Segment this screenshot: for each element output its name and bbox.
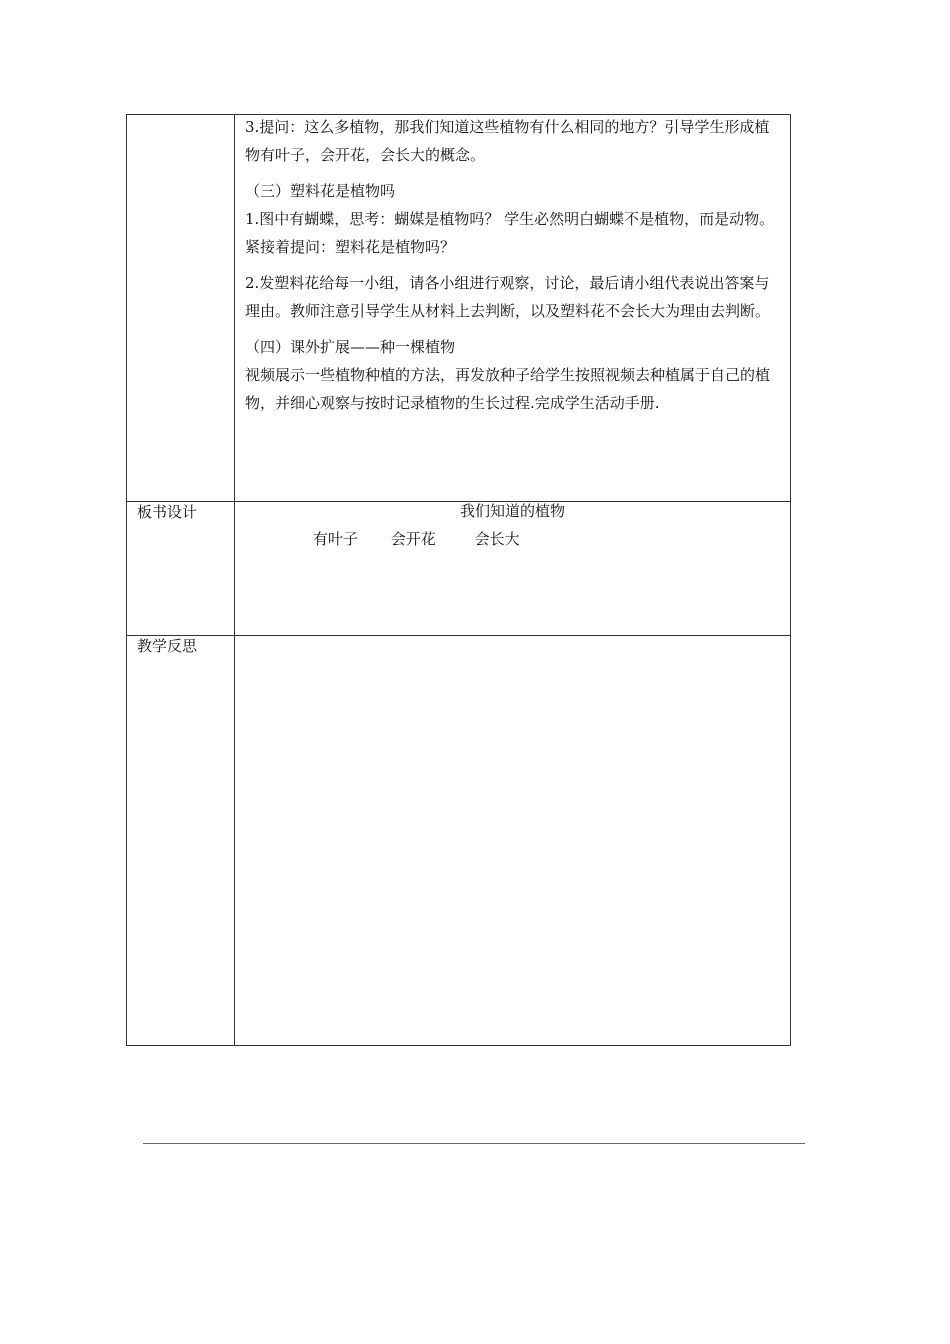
board-item-grows: 会长大 [474, 530, 520, 548]
procedure-row [127, 115, 791, 502]
section-4-body: 视频展示一些植物种植的方法，再发放种子给学生按照视频去种植属于自己的植物，并细心观察与按时记录植物的生长过程.完成学生活动手册. [245, 366, 771, 412]
section-3-step-1: 1.图中有蝴蝶，思考：蝴媒是植物吗？ 学生必然明白蝴蝶不是植物，而是动物。紧接着提问：塑料花是植物吗？ [245, 210, 775, 256]
board-title: 我们知道的植物 [459, 502, 565, 520]
board-items [245, 528, 780, 550]
procedure-label-cell [127, 115, 235, 502]
reflection-row [127, 636, 791, 1046]
reflection-label: 教学反思 [137, 637, 198, 655]
procedure-content-cell [235, 115, 791, 502]
section-3-step-2: 2.发塑料花给每一小组，请各小组进行观察，讨论，最后请小组代表说出答案与理由。教师注意引导学生从材料上去判断，以及塑料花不会长大为理由去判断。 [245, 274, 771, 320]
step-3-paragraph: 3.提问：这么多植物，那我们知道这些植物有什么相同的地方？引导学生形成植物有叶子，会开花，会长大的概念。 [245, 118, 770, 164]
board-item-leaves: 有叶子 [313, 530, 359, 548]
lesson-plan-table [126, 114, 791, 1046]
section-3-heading: （三）塑料花是植物吗 [245, 182, 396, 200]
board-design-label: 板书设计 [137, 503, 198, 521]
board-design-label-cell [127, 502, 235, 636]
procedure-label [127, 115, 234, 116]
section-4-heading: （四）课外扩展——种一棵植物 [245, 338, 456, 356]
reflection-content-cell [235, 636, 791, 1046]
board-design-content-cell [235, 502, 791, 636]
reflection-label-cell [127, 636, 235, 1046]
board-item-flowers: 会开花 [390, 530, 436, 548]
board-design-row [127, 502, 791, 636]
footer-divider [143, 1143, 805, 1144]
